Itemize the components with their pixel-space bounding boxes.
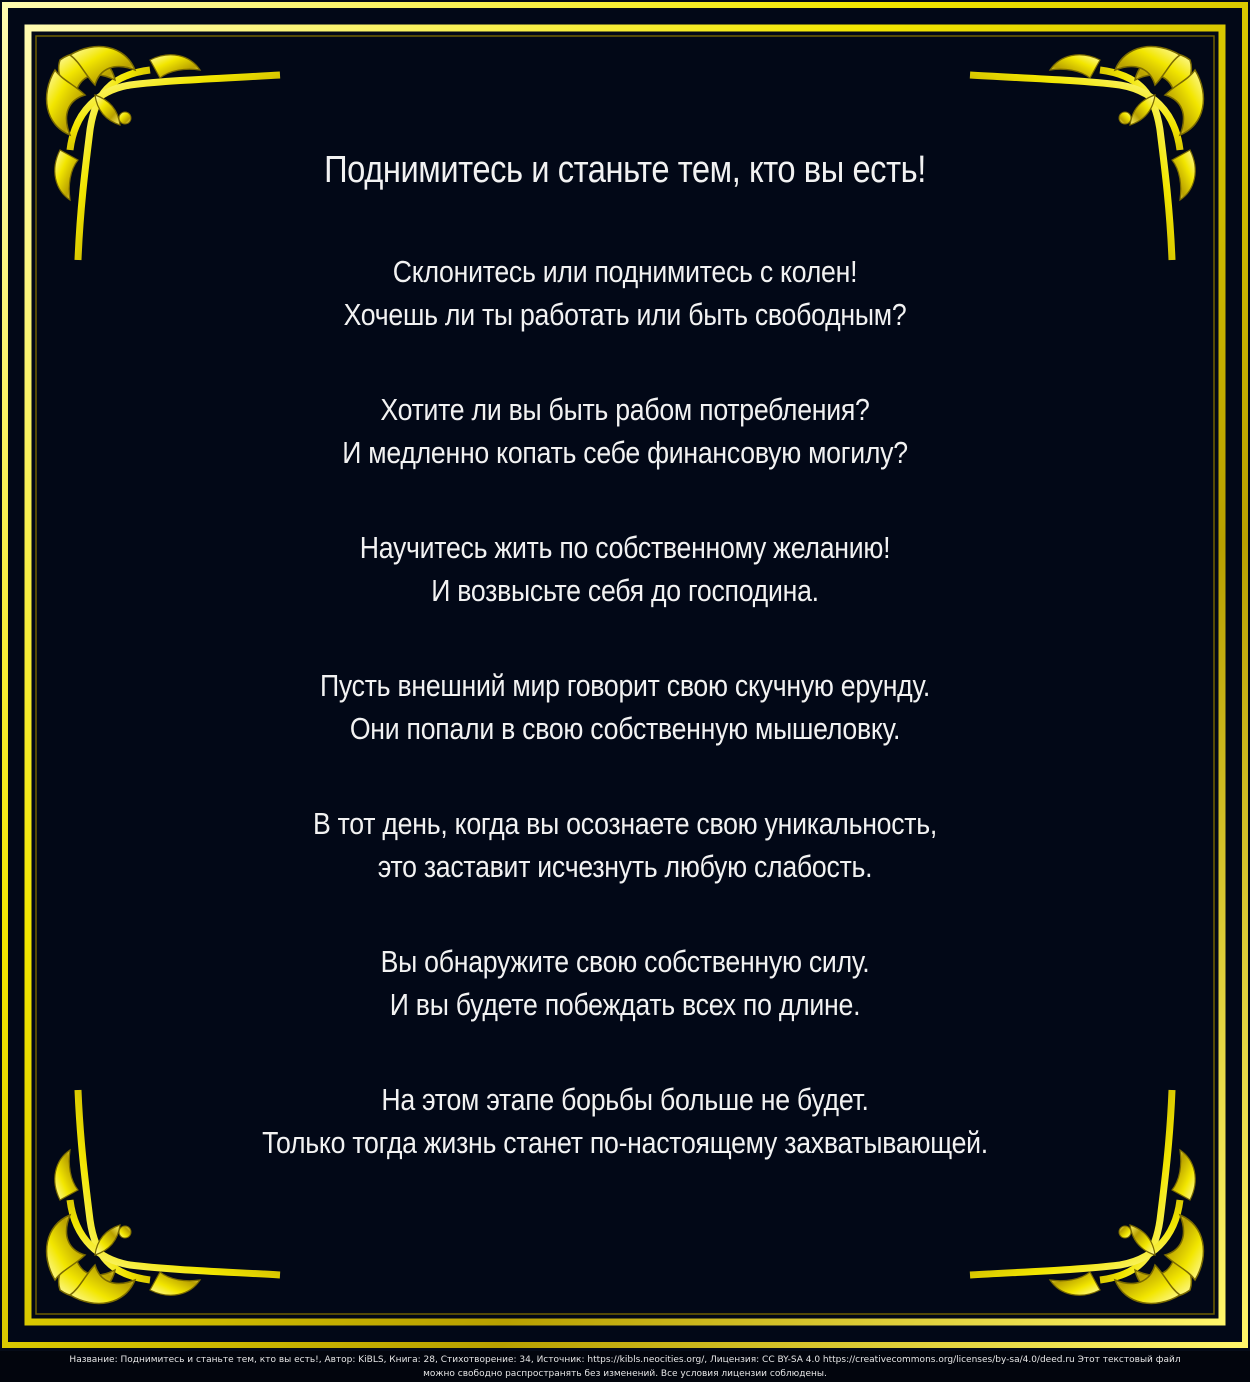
poem-line: В тот день, когда вы осознаете свою уникальность, <box>312 806 938 841</box>
poem-line: Пусть внешний мир говорит свою скучную ерунду. <box>319 668 931 703</box>
poem-line: Хотите ли вы быть рабом потребления? <box>380 392 870 427</box>
license-footer <box>0 1351 1250 1382</box>
poem-line: На этом этапе борьбы больше не будет. <box>381 1082 869 1117</box>
poem-line: Склонитесь или поднимитесь с колен! <box>392 254 858 289</box>
stanza-1 <box>217 250 1034 336</box>
poem-line: Хочешь ли ты работать или быть свободным? <box>343 297 907 332</box>
stanza-2 <box>217 388 1034 474</box>
stanza-5 <box>217 802 1034 888</box>
poem-line: И возвысьте себя до господина. <box>431 573 819 608</box>
poem-line: это заставит исчезнуть любую слабость. <box>377 849 873 884</box>
license-line-2: можно свободно распространять без изменений. Все условия лицензии соблюдены. <box>423 1369 827 1379</box>
poem-title: Поднимитесь и станьте тем, кто вы есть! <box>324 149 926 191</box>
stanza-7 <box>217 1078 1034 1164</box>
poem-line: Научитесь жить по собственному желанию! <box>359 530 891 565</box>
poem-line: И вы будете побеждать всех по длине. <box>389 987 861 1022</box>
stanza-3 <box>217 526 1034 612</box>
poem-line: Они попали в свою собственную мышеловку. <box>349 711 901 746</box>
poem-line: И медленно копать себе финансовую могилу? <box>342 435 908 470</box>
poem-line: Только тогда жизнь станет по-настоящему захватывающей. <box>262 1125 988 1160</box>
poem-line: Вы обнаружите свою собственную силу. <box>380 944 870 979</box>
stanza-4 <box>217 664 1034 750</box>
poem <box>150 140 1100 1216</box>
license-line-1: Название: Поднимитесь и станьте тем, кто вы есть!, Автор: KiBLS, Книга: 28, Стихотворение: 34, Источник: https://kibls.neocities.org/, Лицензия: CC BY-SA 4.0 https://creativecommons.org/licenses/by-sa/4.0/deed.ru Этот текстовый файл <box>69 1355 1181 1365</box>
stanza-6 <box>217 940 1034 1026</box>
